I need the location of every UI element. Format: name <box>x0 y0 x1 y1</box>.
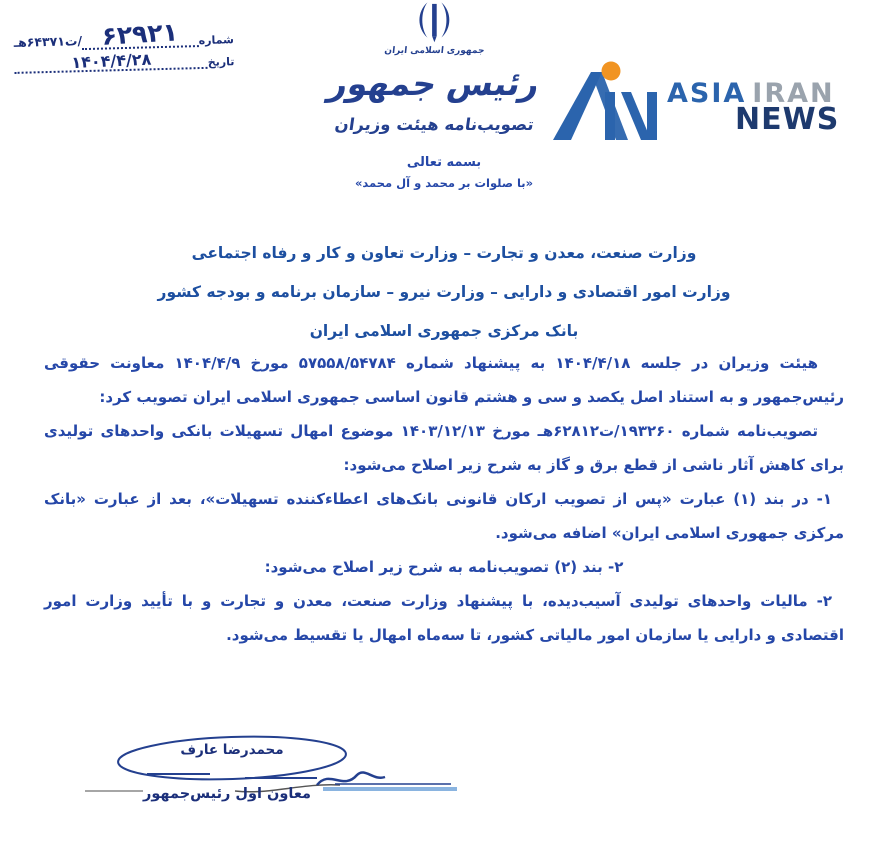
basmala-block <box>0 155 888 190</box>
reference-number-label: شماره <box>198 33 234 48</box>
addressee-line-1: وزارت صنعت، معدن و تجارت – وزارت تعاون و کار و رفاه اجتماعی <box>191 244 697 262</box>
paragraph-subject: تصویب‌نامه شماره ۱۹۳۲۶۰/ت۶۲۸۱۲هـ مورخ ۱۴۰۳/۱۲/۱۳ موضوع امهال تسهیلات بانکی واحدهای تولیدی برای کاهش آثار ناشی از قطع برق و گاز به شرح زیر اصلاح می‌شود: <box>44 422 844 474</box>
logo-word-iran: IRAN <box>752 78 835 109</box>
paragraph-preamble: هیئت وزیران در جلسه ۱۴۰۴/۴/۱۸ به پیشنهاد شماره ۵۷۵۵۸/۵۴۷۸۴ مورخ ۱۴۰۴/۴/۹ معاونت حقوقی رئیس‌جمهور و به استناد اصل یکصد و سی و هشتم قانون اساسی جمهوری اسلامی ایران تصویب کرد: <box>44 354 844 406</box>
signatory-title: معاون اول رئیس‌جمهور <box>142 786 312 802</box>
iran-national-emblem-icon <box>411 0 457 46</box>
logo-word-asia: ASIA <box>667 78 747 109</box>
addressee-line-3: بانک مرکزی جمهوری اسلامی ایران <box>309 322 579 340</box>
letterhead-office-title: رئیس جمهور <box>325 64 544 103</box>
addressee-line-2: وزارت امور اقتصادی و دارایی – وزارت نیرو – سازمان برنامه و بودجه کشور <box>157 283 731 301</box>
signature-block <box>85 733 465 818</box>
reference-number-row <box>13 19 236 52</box>
reference-number-suffix: /ت۶۴۳۷۱هـ <box>13 33 83 50</box>
reference-number-line <box>82 17 199 51</box>
reference-date-label: تاریخ <box>207 55 235 69</box>
paragraph-clause-2-intro: ۲- بند (۲) تصویب‌نامه به شرح زیر اصلاح می‌شود: <box>264 558 624 576</box>
asia-iran-news-logo <box>545 52 880 147</box>
asia-iran-news-mountain-icon <box>551 56 669 144</box>
reference-date-line <box>14 51 208 74</box>
reference-date-value: ۱۴۰۴/۴/۲۸ <box>70 49 152 73</box>
decree-body <box>44 346 844 652</box>
reference-date-row <box>14 50 236 74</box>
basmala-line2: «با صلوات بر محمد و آل محمد» <box>354 176 534 190</box>
reference-number-value: ۶۲۹۲۱ <box>101 17 180 51</box>
logo-word-news: NEWS <box>735 102 840 137</box>
addressees-block <box>0 234 888 351</box>
basmala-line1: بسمه تعالی <box>406 155 482 170</box>
paragraph-clause-1: ۱- در بند (۱) عبارت «پس از تصویب ارکان قانونی بانک‌های اعطاءکننده تسهیلات»، بعد از عبارت «بانک مرکزی جمهوری اسلامی ایران» اضافه می‌شود. <box>44 490 844 542</box>
reference-block <box>13 19 236 78</box>
paragraph-clause-2-text: ۲- مالیات واحدهای تولیدی آسیب‌دیده، با پیشنهاد وزارت صنعت، معدن و تجارت و با تأیید وزارت امور اقتصادی و دارایی یا سازمان امور مالیاتی کشور، تا سه‌ماه امهال یا تقسیط می‌شود. <box>44 592 844 644</box>
signatory-name: محمدرضا عارف <box>180 742 284 758</box>
letterhead-document-type: تصویب‌نامه هیئت وزیران <box>333 115 536 134</box>
letterhead-country: جمهوری اسلامی ایران <box>383 46 485 56</box>
